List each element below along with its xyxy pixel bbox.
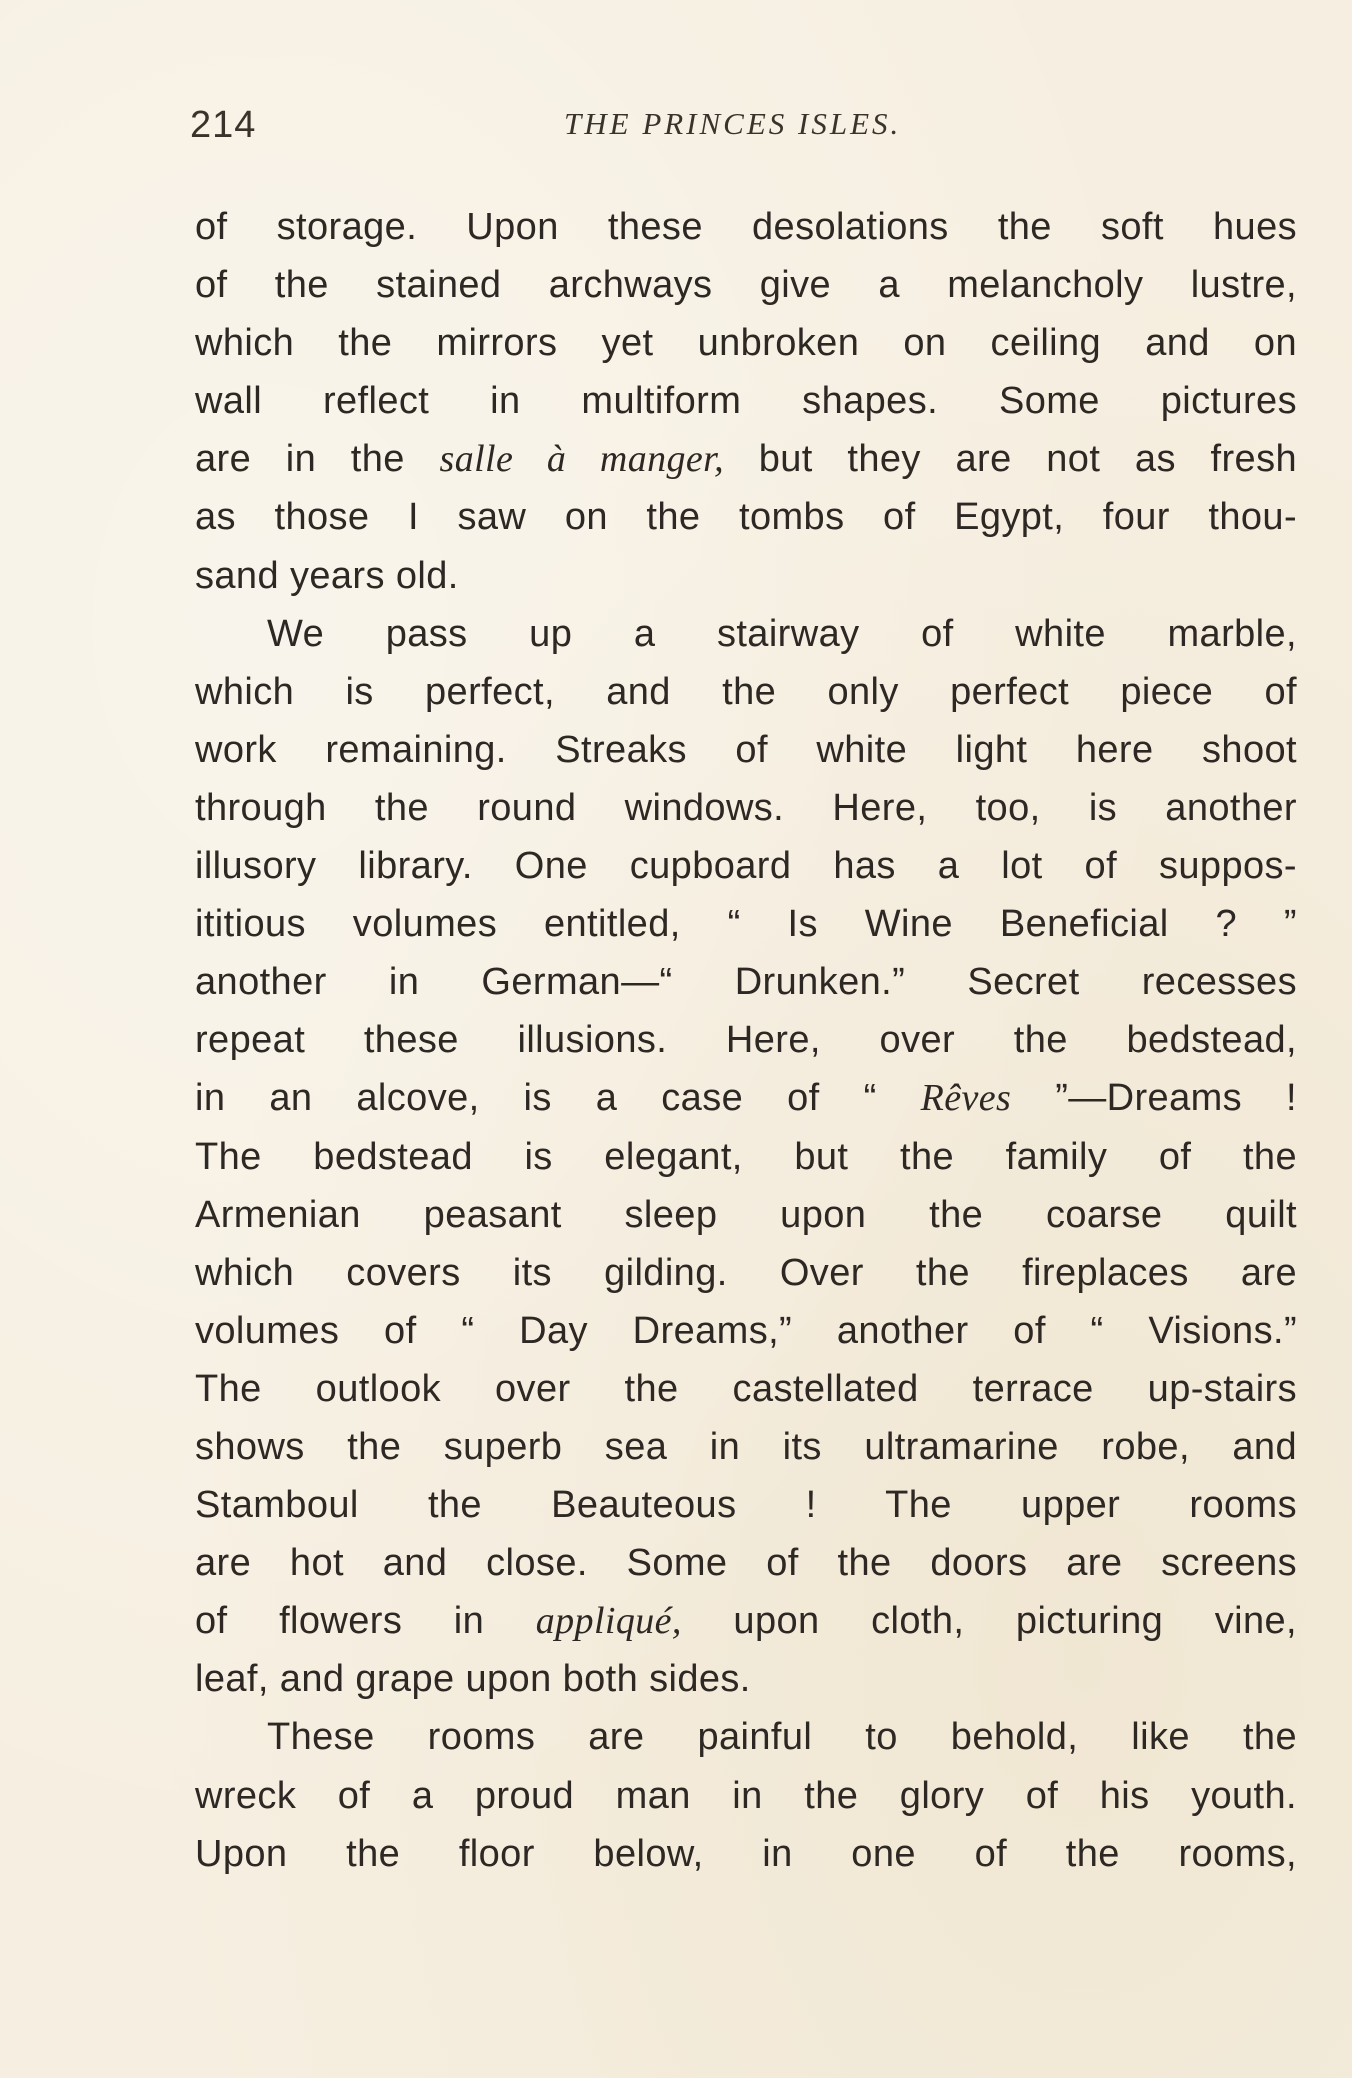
italic-phrase: appliqué, [535, 1600, 682, 1643]
text-line: which covers its gilding. Over the fireplaces are [195, 1251, 1297, 1294]
text-line: are hot and close. Some of the doors are screens [195, 1542, 1297, 1585]
text-line: wall reflect in multiform shapes. Some pictures [195, 380, 1297, 423]
italic-phrase: salle à manger, [439, 438, 725, 481]
italic-phrase: Rêves [920, 1077, 1012, 1120]
text-run: of flowers in [195, 1600, 536, 1643]
text-run: but they are not as fresh [724, 438, 1298, 481]
text-line: as those I saw on the tombs of Egypt, four thou- [195, 496, 1297, 539]
text-run: upon cloth, picturing vine, [681, 1600, 1297, 1643]
body-text [195, 198, 1297, 1883]
text-line: which the mirrors yet unbroken on ceiling and on [195, 322, 1297, 365]
text-line: ititious volumes entitled, “ Is Wine Beneficial ? ” [195, 903, 1297, 946]
text-line: The outlook over the castellated terrace up-stairs [195, 1367, 1297, 1410]
text-line: repeat these illusions. Here, over the bedstead, [195, 1019, 1297, 1062]
text-line: which is perfect, and the only perfect piece of [195, 670, 1297, 713]
running-title: THE PRINCES ISLES. [564, 106, 902, 141]
text-line: through the round windows. Here, too, is another [195, 786, 1297, 829]
text-line: Upon the floor below, in one of the rooms, [195, 1832, 1297, 1875]
text-line: The bedstead is elegant, but the family of the [195, 1135, 1297, 1178]
text-line: another in German—“ Drunken.” Secret recesses [195, 961, 1297, 1004]
page-header [190, 104, 1302, 164]
text-line: wreck of a proud man in the glory of his youth. [195, 1774, 1297, 1817]
text-line: sand years old. [195, 554, 459, 597]
text-run: in an alcove, is a case of “ [195, 1077, 921, 1120]
text-line: Armenian peasant sleep upon the coarse quilt [195, 1193, 1297, 1236]
text-line [195, 430, 1297, 488]
text-run: are in the [195, 438, 440, 481]
text-line: work remaining. Streaks of white light here shoot [195, 728, 1297, 771]
text-line [195, 1069, 1297, 1127]
text-line: shows the superb sea in its ultramarine robe, and [195, 1425, 1297, 1468]
page-number: 214 [190, 104, 257, 146]
text-line [195, 1592, 1297, 1650]
text-line: of the stained archways give a melancholy lustre, [195, 264, 1297, 307]
text-run: ”—Dreams ! [1011, 1077, 1297, 1120]
text-line: illusory library. One cupboard has a lot of suppos- [195, 845, 1297, 888]
text-line: volumes of “ Day Dreams,” another of “ Visions.” [195, 1309, 1297, 1352]
text-line: of storage. Upon these desolations the soft hues [195, 206, 1297, 248]
text-line: leaf, and grape upon both sides. [195, 1658, 751, 1701]
paragraph-first-line: These rooms are painful to behold, like the [267, 1716, 1297, 1759]
paragraph-first-line: We pass up a stairway of white marble, [267, 612, 1297, 655]
text-line: Stamboul the Beauteous ! The upper rooms [195, 1484, 1297, 1527]
